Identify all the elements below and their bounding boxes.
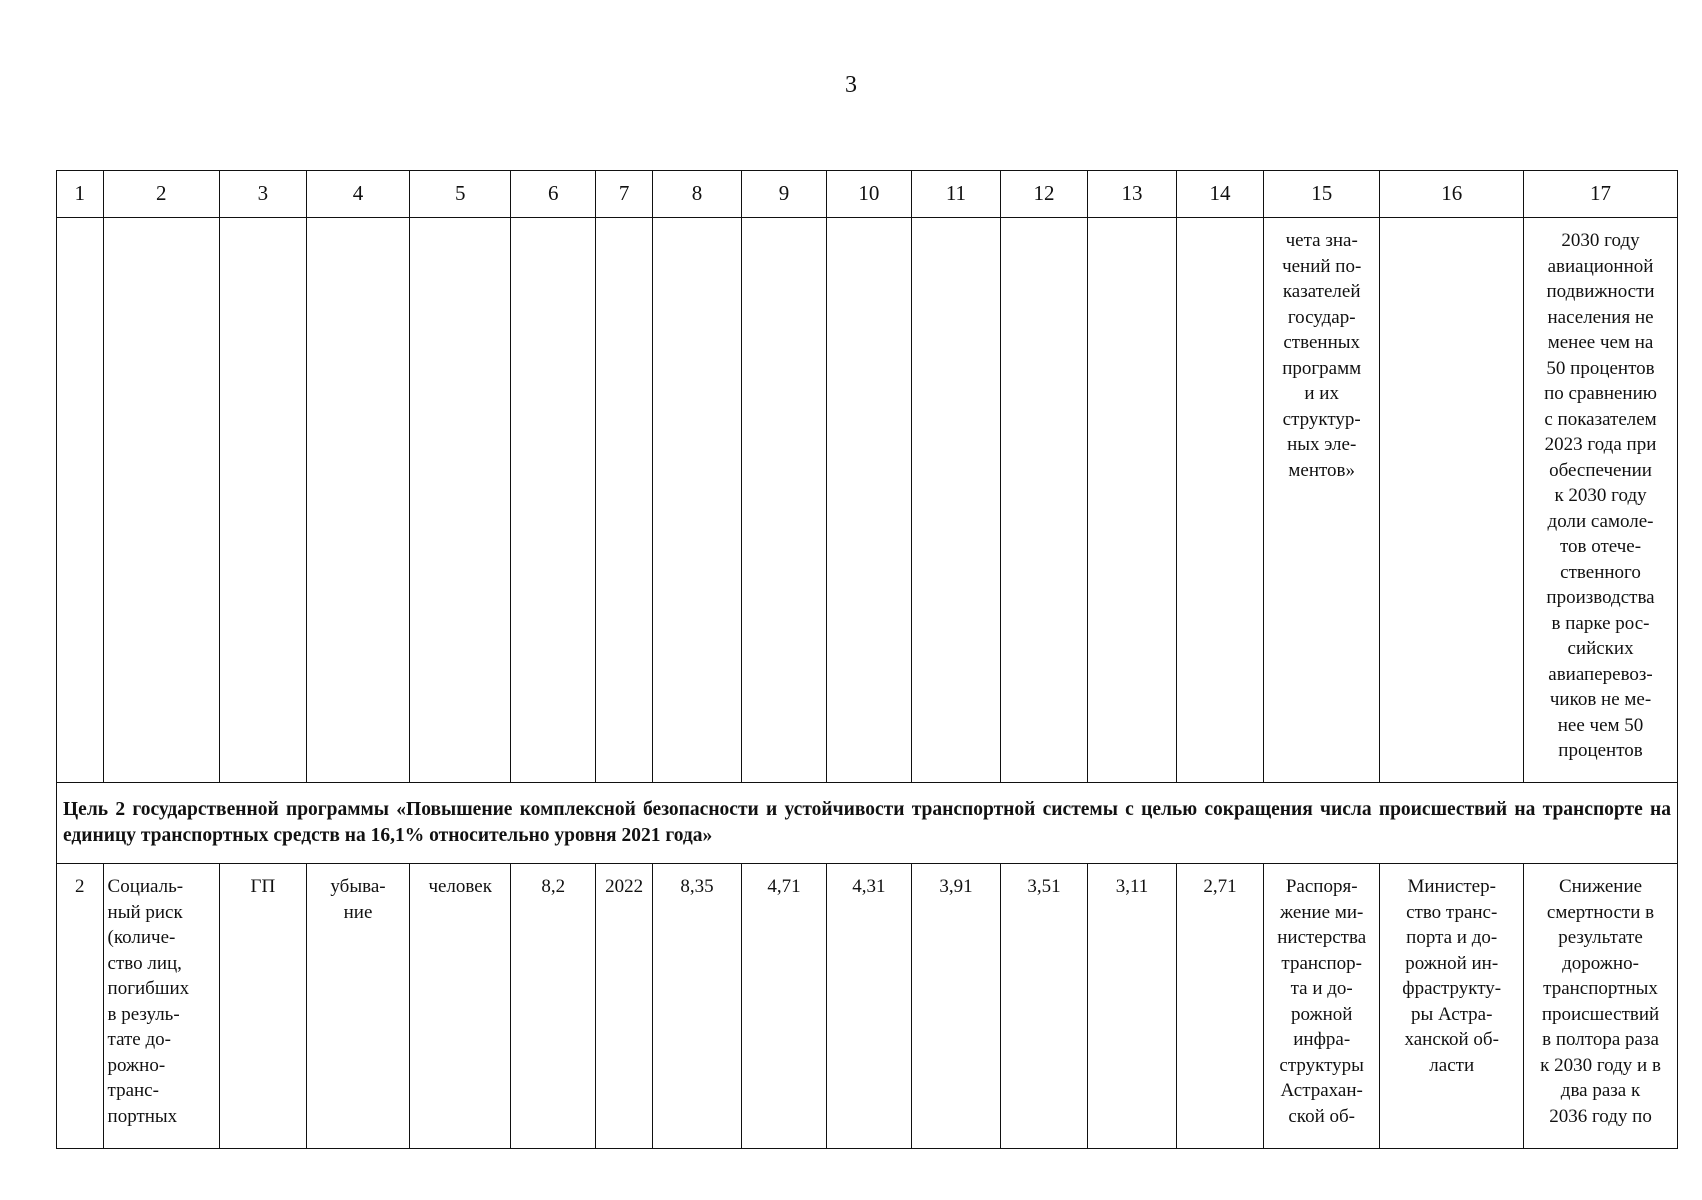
table-cell: 3,91	[911, 864, 1000, 1149]
column-number-row	[57, 171, 1678, 218]
table-cell: 4,71	[741, 864, 826, 1149]
table-cell: 4,31	[826, 864, 911, 1149]
table-cell: 3,11	[1087, 864, 1176, 1149]
table-cell: 2,71	[1177, 864, 1264, 1149]
column-number: 6	[511, 171, 596, 218]
column-number: 12	[1000, 171, 1087, 218]
table-cell: Распоря- жение ми- нистерства транспор- та и до- рожной инфра- структуры Астрахан- ской об-	[1264, 864, 1380, 1149]
column-number: 9	[741, 171, 826, 218]
column-number: 4	[306, 171, 409, 218]
column-number: 8	[652, 171, 741, 218]
column-number: 10	[826, 171, 911, 218]
table-cell: 3,51	[1000, 864, 1087, 1149]
column-number: 7	[596, 171, 653, 218]
table-cell: убыва- ние	[306, 864, 409, 1149]
indicators-table	[56, 170, 1678, 1149]
table-cell: человек	[410, 864, 511, 1149]
table-cell: 8,2	[511, 864, 596, 1149]
column-number: 15	[1264, 171, 1380, 218]
column-number: 5	[410, 171, 511, 218]
continuation-row	[57, 218, 1678, 783]
column-number: 11	[911, 171, 1000, 218]
table-cell: Снижение смертности в результате дорожно- транспортных происшествий в полтора раза к 2030 году и в два раза к 2036 году по	[1524, 864, 1678, 1149]
table-row	[57, 864, 1678, 1149]
table-cell: Министер- ство транс- порта и до- рожной ин- фраструкту- ры Астра- ханской об- ласти	[1380, 864, 1524, 1149]
table-cell: 2022	[596, 864, 653, 1149]
goal-text: Цель 2 государственной программы «Повышение комплексной безопасности и устойчивости транспортной системы с целью сокращения числа происшествий на транспорте на единицу транспортных средств на 16,1% относительно уровня 2021 года»	[57, 783, 1678, 864]
column-number: 17	[1524, 171, 1678, 218]
page-number: 3	[845, 72, 857, 98]
table-cell: чета зна- чений по- казателей государ- ственных программ и их структур- ных эле- ментов»	[1264, 218, 1380, 783]
table-cell: ГП	[219, 864, 306, 1149]
column-number: 1	[57, 171, 104, 218]
column-number: 16	[1380, 171, 1524, 218]
goal-row	[57, 783, 1678, 864]
row-number: 2	[57, 864, 104, 1149]
column-number: 2	[103, 171, 219, 218]
column-number: 3	[219, 171, 306, 218]
column-number: 14	[1177, 171, 1264, 218]
table-cell: 8,35	[652, 864, 741, 1149]
column-number: 13	[1087, 171, 1176, 218]
table-cell: 2030 году авиационной подвижности населения не менее чем на 50 процентов по сравнению с показателем 2023 года при обеспечении к 2030 году доли самоле- тов отече- ственного производства в парке рос- сийских авиаперевоз- чиков не ме- нее чем 50 процентов	[1524, 218, 1678, 783]
indicator-name: Социаль- ный риск (количе- ство лиц, погибших в резуль- тате до- рожно- транс- портных	[103, 864, 219, 1149]
